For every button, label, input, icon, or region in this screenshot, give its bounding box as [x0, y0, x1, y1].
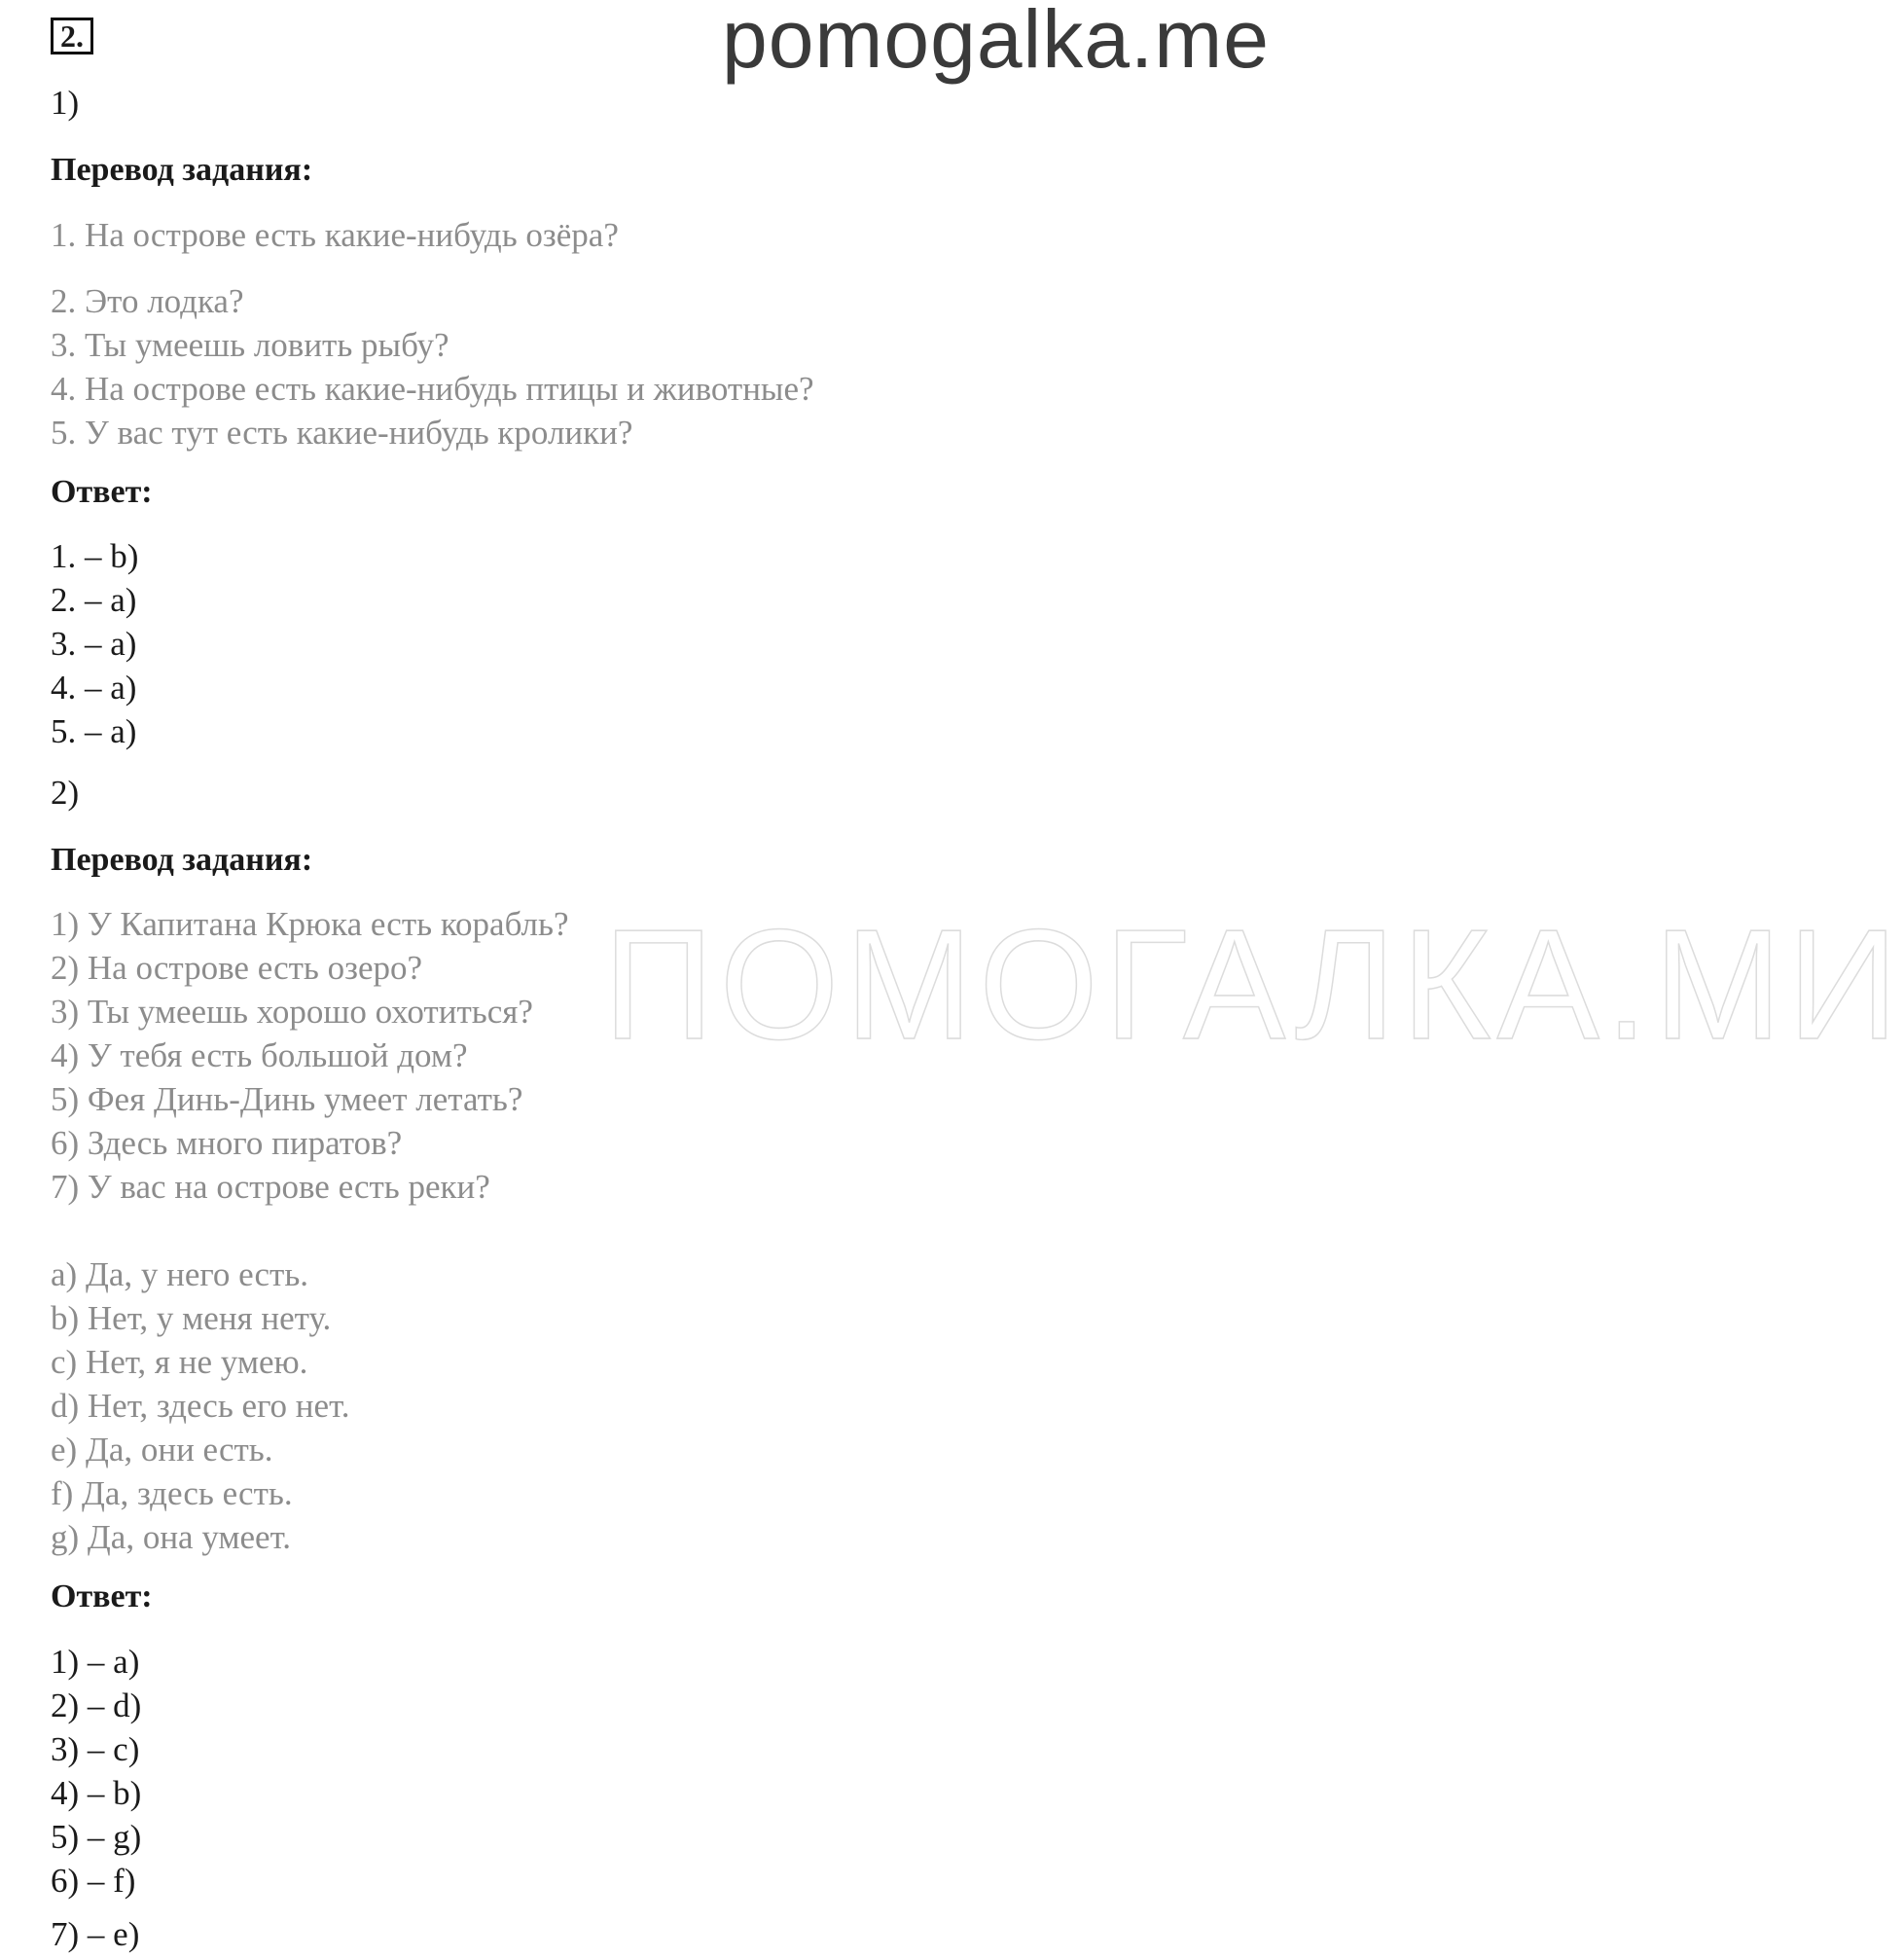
part1-answer-heading: Ответ: — [51, 474, 153, 510]
part2-answer: 6) – f) — [51, 1862, 136, 1900]
part2-question: 1) У Капитана Крюка есть корабль? — [51, 905, 569, 943]
part2-answer: 7) – e) — [51, 1915, 140, 1953]
part1-answer: 2. – a) — [51, 581, 137, 619]
part2-answer: 3) – c) — [51, 1730, 140, 1768]
part1-label: 1) — [51, 84, 80, 122]
part2-option: f) Да, здесь есть. — [51, 1474, 293, 1512]
part2-option: b) Нет, у меня нету. — [51, 1299, 332, 1337]
part1-answer: 1. – b) — [51, 537, 139, 575]
part2-answer-heading: Ответ: — [51, 1578, 153, 1614]
part1-answer: 3. – a) — [51, 625, 137, 663]
task-number-box: 2. — [51, 18, 93, 54]
part2-answer: 1) – a) — [51, 1643, 140, 1681]
part2-option: g) Да, она умеет. — [51, 1518, 291, 1556]
part2-question: 4) У тебя есть большой дом? — [51, 1036, 468, 1074]
site-logo: pomogalka.me — [722, 0, 1270, 85]
part1-question: 2. Это лодка? — [51, 282, 244, 320]
part2-question: 6) Здесь много пиратов? — [51, 1124, 403, 1162]
part1-question: 1. На острове есть какие-нибудь озёра? — [51, 216, 619, 254]
part2-option: a) Да, у него есть. — [51, 1255, 309, 1293]
part1-answer: 4. – a) — [51, 669, 137, 707]
part2-translation-heading: Перевод задания: — [51, 842, 313, 878]
part2-question: 3) Ты умеешь хорошо охотиться? — [51, 993, 533, 1031]
part2-option: d) Нет, здесь его нет. — [51, 1387, 350, 1425]
part1-translation-heading: Перевод задания: — [51, 152, 313, 188]
part2-option: e) Да, они есть. — [51, 1431, 273, 1468]
part1-question: 5. У вас тут есть какие-нибудь кролики? — [51, 414, 633, 452]
part2-label: 2) — [51, 774, 80, 812]
part2-option: c) Нет, я не умею. — [51, 1343, 308, 1381]
part2-answer: 2) – d) — [51, 1686, 142, 1724]
part2-question: 2) На острове есть озеро? — [51, 949, 423, 987]
part1-question: 4. На острове есть какие-нибудь птицы и животные? — [51, 370, 814, 408]
part1-question: 3. Ты умеешь ловить рыбу? — [51, 326, 449, 364]
part2-question: 5) Фея Динь-Динь умеет летать? — [51, 1080, 523, 1118]
part1-answer: 5. – a) — [51, 712, 137, 750]
part2-answer: 4) – b) — [51, 1774, 142, 1812]
part2-answer: 5) – g) — [51, 1818, 142, 1856]
part2-question: 7) У вас на острове есть реки? — [51, 1168, 490, 1206]
watermark: ПОМОГАЛКА.МИ — [603, 897, 1904, 1072]
